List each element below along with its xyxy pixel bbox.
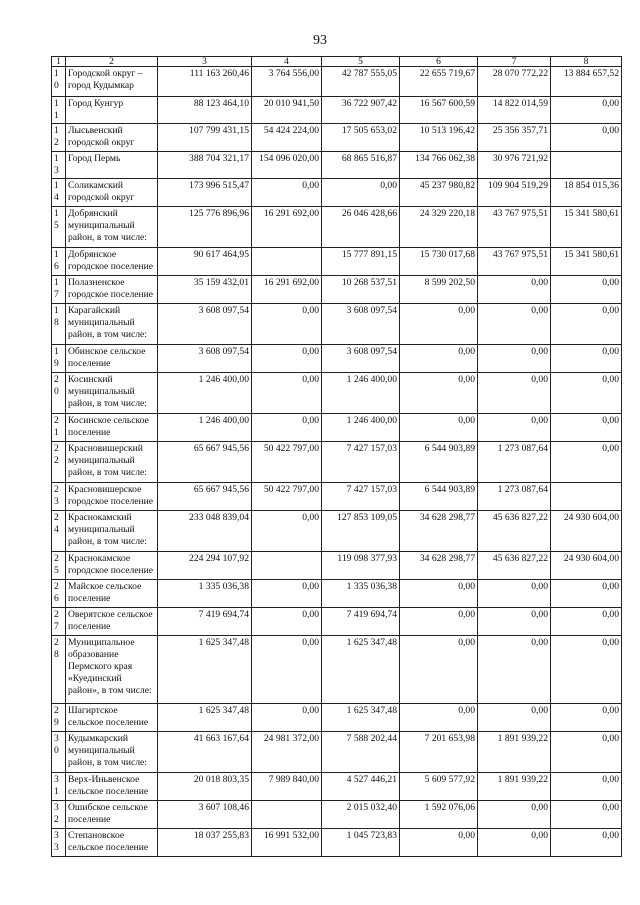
municipality-name: Степановское сельское поселение — [66, 829, 158, 857]
table-row — [52, 483, 622, 511]
amount-col-7: 1 273 087,64 — [478, 483, 551, 511]
amount-col-8: 0,00 — [551, 829, 622, 857]
amount-col-8: 0,00 — [551, 732, 622, 773]
amount-col-7: 1 273 087,64 — [478, 442, 551, 483]
total-amount: 107 799 431,15 — [158, 124, 252, 152]
amount-col-4 — [252, 801, 322, 829]
amount-col-8: 0,00 — [551, 608, 622, 636]
municipality-name: Косинский муниципальный район, в том числе: — [66, 373, 158, 414]
amount-col-7: 0,00 — [478, 801, 551, 829]
amount-col-5: 17 505 653,02 — [322, 124, 400, 152]
amount-col-5: 1 045 723,83 — [322, 829, 400, 857]
row-number: 11 — [52, 97, 66, 124]
row-number: 13 — [52, 152, 66, 179]
table-row — [52, 704, 622, 732]
amount-col-7: 0,00 — [478, 304, 551, 345]
municipality-name: Карагайский муниципальный район, в том числе: — [66, 304, 158, 345]
amount-col-4: 0,00 — [252, 636, 322, 704]
amount-col-7: 109 904 519,29 — [478, 179, 551, 207]
row-number: 10 — [52, 67, 66, 97]
amount-col-4: 16 991 532,00 — [252, 829, 322, 857]
column-header: 4 — [252, 57, 322, 67]
row-number: 28 — [52, 636, 66, 704]
amount-col-6: 6 544 903,89 — [400, 442, 478, 483]
row-number: 31 — [52, 773, 66, 801]
municipality-name: Красновишерский муниципальный район, в том числе: — [66, 442, 158, 483]
amount-col-4: 54 424 224,00 — [252, 124, 322, 152]
amount-col-5: 36 722 907,42 — [322, 97, 400, 124]
amount-col-4: 50 422 797,00 — [252, 483, 322, 511]
total-amount: 3 608 097,54 — [158, 304, 252, 345]
amount-col-6: 45 237 980,82 — [400, 179, 478, 207]
amount-col-7: 0,00 — [478, 829, 551, 857]
amount-col-5: 4 527 446,21 — [322, 773, 400, 801]
total-amount: 173 996 515,47 — [158, 179, 252, 207]
table-row — [52, 829, 622, 857]
amount-col-4 — [252, 552, 322, 580]
total-amount: 41 663 167,64 — [158, 732, 252, 773]
row-number: 25 — [52, 552, 66, 580]
amount-col-4: 0,00 — [252, 179, 322, 207]
total-amount: 1 335 036,38 — [158, 580, 252, 608]
amount-col-6: 1 592 076,06 — [400, 801, 478, 829]
table-row — [52, 97, 622, 124]
total-amount: 35 159 432,01 — [158, 276, 252, 304]
amount-col-5: 1 246 400,00 — [322, 373, 400, 414]
municipality-name: Оверятское сельское поселение — [66, 608, 158, 636]
row-number: 24 — [52, 511, 66, 552]
amount-col-7: 30 976 721,92 — [478, 152, 551, 179]
amount-col-4: 0,00 — [252, 704, 322, 732]
amount-col-5: 0,00 — [322, 179, 400, 207]
total-amount: 1 246 400,00 — [158, 373, 252, 414]
row-number: 19 — [52, 345, 66, 373]
amount-col-7: 0,00 — [478, 373, 551, 414]
municipality-name: Добрянское городское поселение — [66, 248, 158, 276]
municipality-name: Городской округ – город Кудымкар — [66, 67, 158, 97]
row-number: 12 — [52, 124, 66, 152]
amount-col-5: 7 427 157,03 — [322, 483, 400, 511]
table-row — [52, 442, 622, 483]
amount-col-8: 0,00 — [551, 636, 622, 704]
amount-col-4: 24 981 372,00 — [252, 732, 322, 773]
table-row — [52, 373, 622, 414]
municipality-name: Косинское сельское поселение — [66, 414, 158, 442]
column-number-row — [52, 57, 622, 67]
amount-col-8 — [551, 152, 622, 179]
budget-table — [51, 56, 622, 857]
municipality-name: Краснокамский муниципальный район, в том числе: — [66, 511, 158, 552]
amount-col-8: 15 341 580,61 — [551, 207, 622, 248]
amount-col-6: 0,00 — [400, 704, 478, 732]
amount-col-8: 0,00 — [551, 124, 622, 152]
amount-col-5: 7 588 202,44 — [322, 732, 400, 773]
total-amount: 111 163 260,46 — [158, 67, 252, 97]
amount-col-5: 68 865 516,87 — [322, 152, 400, 179]
amount-col-6: 0,00 — [400, 373, 478, 414]
column-header: 3 — [158, 57, 252, 67]
total-amount: 18 037 255,83 — [158, 829, 252, 857]
amount-col-4: 154 096 020,00 — [252, 152, 322, 179]
amount-col-7: 0,00 — [478, 704, 551, 732]
municipality-name: Обинское сельское поселение — [66, 345, 158, 373]
amount-col-6: 16 567 600,59 — [400, 97, 478, 124]
total-amount: 3 608 097,54 — [158, 345, 252, 373]
total-amount: 7 419 694,74 — [158, 608, 252, 636]
amount-col-8: 0,00 — [551, 580, 622, 608]
municipality-name: Лысьвенский городской округ — [66, 124, 158, 152]
table-row — [52, 414, 622, 442]
total-amount: 65 667 945,56 — [158, 442, 252, 483]
row-number: 29 — [52, 704, 66, 732]
row-number: 14 — [52, 179, 66, 207]
amount-col-7: 0,00 — [478, 414, 551, 442]
amount-col-6: 7 201 653,98 — [400, 732, 478, 773]
amount-col-6: 34 628 298,77 — [400, 552, 478, 580]
column-header: 1 — [52, 57, 66, 67]
row-number: 33 — [52, 829, 66, 857]
amount-col-7: 14 822 014,59 — [478, 97, 551, 124]
amount-col-5: 10 268 537,51 — [322, 276, 400, 304]
amount-col-6: 15 730 017,68 — [400, 248, 478, 276]
amount-col-5: 42 787 555,05 — [322, 67, 400, 97]
amount-col-7: 1 891 939,22 — [478, 773, 551, 801]
amount-col-5: 1 625 347,48 — [322, 636, 400, 704]
amount-col-7: 0,00 — [478, 580, 551, 608]
amount-col-5: 1 625 347,48 — [322, 704, 400, 732]
amount-col-4: 0,00 — [252, 304, 322, 345]
amount-col-8: 13 884 657,52 — [551, 67, 622, 97]
amount-col-7: 0,00 — [478, 345, 551, 373]
total-amount: 1 246 400,00 — [158, 414, 252, 442]
amount-col-4: 0,00 — [252, 511, 322, 552]
amount-col-8: 0,00 — [551, 345, 622, 373]
total-amount: 224 294 107,92 — [158, 552, 252, 580]
row-number: 15 — [52, 207, 66, 248]
row-number: 16 — [52, 248, 66, 276]
amount-col-6: 0,00 — [400, 304, 478, 345]
amount-col-6: 34 628 298,77 — [400, 511, 478, 552]
municipality-name: Кудымкарский муниципальный район, в том числе: — [66, 732, 158, 773]
page-number: 93 — [313, 33, 327, 48]
row-number: 23 — [52, 483, 66, 511]
amount-col-8: 18 854 015,36 — [551, 179, 622, 207]
municipality-name: Шагиртское сельское поселение — [66, 704, 158, 732]
table-row — [52, 580, 622, 608]
amount-col-8: 0,00 — [551, 276, 622, 304]
table-row — [52, 608, 622, 636]
amount-col-6: 0,00 — [400, 608, 478, 636]
amount-col-4: 0,00 — [252, 345, 322, 373]
table-row — [52, 124, 622, 152]
amount-col-7: 43 767 975,51 — [478, 207, 551, 248]
amount-col-5: 7 419 694,74 — [322, 608, 400, 636]
row-number: 26 — [52, 580, 66, 608]
amount-col-5: 26 046 428,66 — [322, 207, 400, 248]
municipality-name: Соликамский городской округ — [66, 179, 158, 207]
amount-col-8: 0,00 — [551, 801, 622, 829]
total-amount: 90 617 464,95 — [158, 248, 252, 276]
amount-col-5: 3 608 097,54 — [322, 304, 400, 345]
total-amount: 125 776 896,96 — [158, 207, 252, 248]
row-number: 22 — [52, 442, 66, 483]
amount-col-5: 15 777 891,15 — [322, 248, 400, 276]
amount-col-6: 24 329 220,18 — [400, 207, 478, 248]
total-amount: 233 048 839,04 — [158, 511, 252, 552]
table-row — [52, 304, 622, 345]
amount-col-8: 0,00 — [551, 97, 622, 124]
table-row — [52, 511, 622, 552]
amount-col-6: 0,00 — [400, 580, 478, 608]
amount-col-6: 134 766 062,38 — [400, 152, 478, 179]
total-amount: 1 625 347,48 — [158, 704, 252, 732]
row-number: 18 — [52, 304, 66, 345]
table-row — [52, 248, 622, 276]
amount-col-8: 0,00 — [551, 442, 622, 483]
column-header: 7 — [478, 57, 551, 67]
amount-col-4: 16 291 692,00 — [252, 276, 322, 304]
amount-col-4 — [252, 248, 322, 276]
amount-col-7: 45 636 827,22 — [478, 511, 551, 552]
amount-col-4: 0,00 — [252, 373, 322, 414]
table-row — [52, 345, 622, 373]
amount-col-5: 2 015 032,40 — [322, 801, 400, 829]
total-amount: 388 704 321,17 — [158, 152, 252, 179]
table-row — [52, 732, 622, 773]
amount-col-7: 0,00 — [478, 276, 551, 304]
total-amount: 3 607 108,46 — [158, 801, 252, 829]
amount-col-7: 25 356 357,71 — [478, 124, 551, 152]
table-row — [52, 207, 622, 248]
amount-col-8: 24 930 604,00 — [551, 552, 622, 580]
row-number: 20 — [52, 373, 66, 414]
amount-col-5: 1 246 400,00 — [322, 414, 400, 442]
amount-col-8: 0,00 — [551, 704, 622, 732]
municipality-name: Полазненское городское поселение — [66, 276, 158, 304]
amount-col-6: 10 513 196,42 — [400, 124, 478, 152]
amount-col-5: 119 098 377,93 — [322, 552, 400, 580]
table-row — [52, 801, 622, 829]
table-row — [52, 152, 622, 179]
amount-col-4: 7 989 840,00 — [252, 773, 322, 801]
amount-col-8 — [551, 483, 622, 511]
row-number: 17 — [52, 276, 66, 304]
amount-col-8: 0,00 — [551, 373, 622, 414]
amount-col-4: 3 764 556,00 — [252, 67, 322, 97]
amount-col-6: 0,00 — [400, 829, 478, 857]
municipality-name: Краснокамское городское поселение — [66, 552, 158, 580]
total-amount: 65 667 945,56 — [158, 483, 252, 511]
amount-col-4: 0,00 — [252, 608, 322, 636]
municipality-name: Город Пермь — [66, 152, 158, 179]
municipality-name: Верх-Иньвенское сельское поселение — [66, 773, 158, 801]
amount-col-4: 50 422 797,00 — [252, 442, 322, 483]
amount-col-6: 0,00 — [400, 345, 478, 373]
amount-col-6: 22 655 719,67 — [400, 67, 478, 97]
column-header: 2 — [66, 57, 158, 67]
table-row — [52, 179, 622, 207]
amount-col-8: 0,00 — [551, 773, 622, 801]
amount-col-5: 3 608 097,54 — [322, 345, 400, 373]
total-amount: 88 123 464,10 — [158, 97, 252, 124]
amount-col-8: 24 930 604,00 — [551, 511, 622, 552]
total-amount: 1 625 347,48 — [158, 636, 252, 704]
amount-col-6: 6 544 903,89 — [400, 483, 478, 511]
amount-col-5: 1 335 036,38 — [322, 580, 400, 608]
municipality-name: Город Кунгур — [66, 97, 158, 124]
table-row — [52, 276, 622, 304]
amount-col-8: 0,00 — [551, 414, 622, 442]
amount-col-4: 0,00 — [252, 414, 322, 442]
amount-col-7: 28 070 772,22 — [478, 67, 551, 97]
amount-col-5: 7 427 157,03 — [322, 442, 400, 483]
amount-col-8: 0,00 — [551, 304, 622, 345]
amount-col-7: 43 767 975,51 — [478, 248, 551, 276]
table-row — [52, 773, 622, 801]
row-number: 32 — [52, 801, 66, 829]
amount-col-4: 16 291 692,00 — [252, 207, 322, 248]
amount-col-4: 20 010 941,50 — [252, 97, 322, 124]
municipality-name: Муниципальное образование Пермского края «Куединский район», в том числе: — [66, 636, 158, 704]
column-header: 6 — [400, 57, 478, 67]
municipality-name: Добрянский муниципальный район, в том числе: — [66, 207, 158, 248]
amount-col-6: 0,00 — [400, 636, 478, 704]
municipality-name: Ошибское сельское поселение — [66, 801, 158, 829]
amount-col-4: 0,00 — [252, 580, 322, 608]
amount-col-7: 1 891 939,22 — [478, 732, 551, 773]
municipality-name: Майское сельское поселение — [66, 580, 158, 608]
amount-col-6: 8 599 202,50 — [400, 276, 478, 304]
amount-col-6: 5 609 577,92 — [400, 773, 478, 801]
amount-col-7: 0,00 — [478, 608, 551, 636]
column-header: 8 — [551, 57, 622, 67]
row-number: 27 — [52, 608, 66, 636]
row-number: 30 — [52, 732, 66, 773]
amount-col-7: 0,00 — [478, 636, 551, 704]
municipality-name: Красновишерское городское поселение — [66, 483, 158, 511]
amount-col-6: 0,00 — [400, 414, 478, 442]
row-number: 21 — [52, 414, 66, 442]
table-row — [52, 636, 622, 704]
amount-col-5: 127 853 109,05 — [322, 511, 400, 552]
total-amount: 20 018 803,35 — [158, 773, 252, 801]
column-header: 5 — [322, 57, 400, 67]
amount-col-8: 15 341 580,61 — [551, 248, 622, 276]
table-row — [52, 67, 622, 97]
table-row — [52, 552, 622, 580]
amount-col-7: 45 636 827,22 — [478, 552, 551, 580]
